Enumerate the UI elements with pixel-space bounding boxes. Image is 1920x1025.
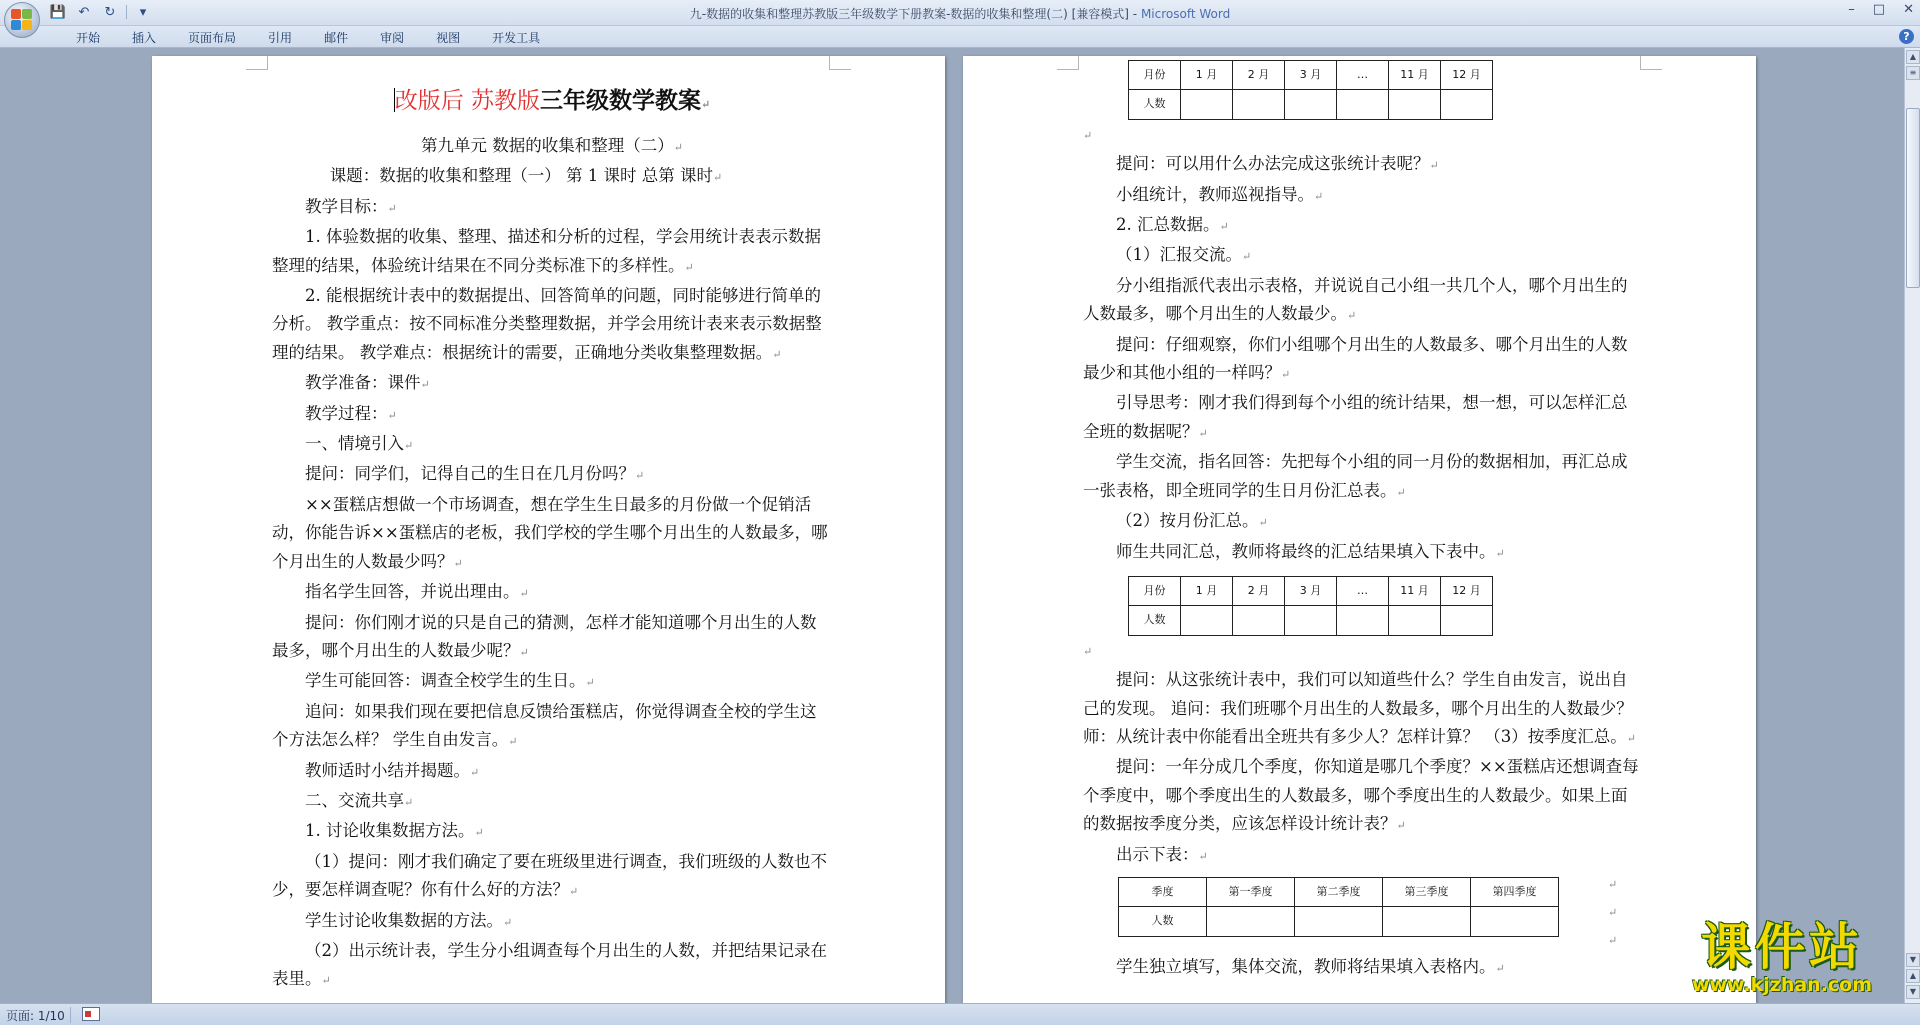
paragraph: 学生可能回答：调查全校学生的生日。↵ bbox=[305, 671, 595, 691]
paragraph: （2）出示统计表，学生分小组调查每个月出生的人数，并把结果记录在表里。↵ bbox=[272, 940, 827, 989]
paragraph: 教学过程：↵ bbox=[305, 403, 397, 423]
paragraph: 2. 能根据统计表中的数据提出、回答简单的问题，同时能够进行简单的分析。 教学重点：按不同标准分类整理数据，并学会用统计表来表示数据整理的结果。 教学难点：根据统计的需要，正确地分类收集整理数据。↵ bbox=[272, 286, 822, 362]
page-1[interactable] bbox=[152, 56, 945, 1003]
table-cell: … bbox=[1337, 61, 1389, 90]
document-heading bbox=[272, 80, 832, 126]
table-cell bbox=[1181, 606, 1233, 635]
table-cell bbox=[1441, 606, 1493, 635]
kjzhan-watermark bbox=[1662, 920, 1902, 998]
table-cell bbox=[1383, 907, 1471, 936]
month-table-bottom-wrap bbox=[1128, 576, 1643, 636]
closing-paragraph: 学生独立填写，集体交流，教师将结果填入表格内。↵ bbox=[1116, 956, 1505, 976]
watermark-url: www.kjzhan.com bbox=[1691, 974, 1873, 996]
redo-icon[interactable]: ↻ bbox=[104, 4, 116, 20]
season-table bbox=[1118, 877, 1559, 937]
paragraph: 二、交流共享↵ bbox=[305, 790, 414, 810]
table-cell bbox=[1295, 907, 1383, 936]
page-2[interactable] bbox=[963, 56, 1756, 1003]
table-cell bbox=[1181, 90, 1233, 119]
paragraph: 提问：一年分成几个季度，你知道是哪几个季度？××蛋糕店还想调查每个季度中，哪个季度出生的人数最多，哪个季度出生的人数最少。如果上面的数据按季度分类，应该怎样设计统计表？↵ bbox=[1083, 757, 1639, 834]
minimize-button[interactable]: – bbox=[1848, 2, 1855, 17]
table-cell: 12 月 bbox=[1441, 576, 1493, 605]
paragraph: （1）汇报交流。↵ bbox=[1116, 245, 1252, 265]
table-cell bbox=[1337, 606, 1389, 635]
table-cell: 2 月 bbox=[1233, 61, 1285, 90]
table-cell: 11 月 bbox=[1389, 576, 1441, 605]
scroll-up-icon[interactable]: ▲ bbox=[1906, 50, 1920, 64]
paragraph: （1）提问：刚才我们确定了要在班级里进行调查，我们班级的人数也不少，要怎样调查呢？你有什么好的方法？↵ bbox=[272, 851, 827, 900]
paragraph: 追问：如果我们现在要把信息反馈给蛋糕店，你觉得调查全校的学生这个方法怎么样？ 学生自由发言。↵ bbox=[272, 701, 817, 750]
table-cell: 月份 bbox=[1129, 576, 1181, 605]
table-cell bbox=[1471, 907, 1559, 936]
left-page-paragraphs bbox=[272, 193, 832, 996]
window-title bbox=[0, 5, 1920, 22]
customize-qat-icon[interactable]: ▾ bbox=[139, 4, 147, 20]
previous-page-icon[interactable]: ▲ bbox=[1906, 969, 1920, 983]
paragraph-mark-line: ↵ bbox=[1083, 128, 1093, 142]
paragraph: 提问：可以用什么办法完成这张统计表呢？↵ bbox=[1116, 154, 1439, 174]
page-count[interactable]: 页面: 1/10 bbox=[6, 1009, 65, 1023]
paragraph: 一、情境引入↵ bbox=[305, 434, 414, 454]
office-logo-icon bbox=[11, 9, 33, 31]
paragraph: 1. 体验数据的收集、整理、描述和分析的过程，学会用统计表表示数据整理的结果，体验统计结果在不同分类标准下的多样性。↵ bbox=[272, 227, 821, 275]
help-icon[interactable]: ? bbox=[1899, 29, 1914, 44]
tab-review[interactable]: 审阅 bbox=[380, 31, 405, 45]
save-icon[interactable]: 💾 bbox=[49, 4, 67, 20]
right-page-paragraphs-b bbox=[1083, 666, 1643, 871]
table-cell: 第四季度 bbox=[1471, 877, 1559, 906]
page-1-content[interactable] bbox=[272, 80, 832, 996]
watermark-title: 课件站 bbox=[1701, 918, 1863, 976]
paragraph: 提问：同学们，记得自己的生日在几月份吗？↵ bbox=[305, 464, 645, 484]
status-separator bbox=[70, 1007, 71, 1023]
paragraph: 提问：你们刚才说的只是自己的猜测，怎样才能知道哪个月出生的人数最多，哪个月出生的人数最少呢？↵ bbox=[272, 612, 817, 660]
table-cell bbox=[1285, 90, 1337, 119]
right-page-paragraphs-a bbox=[1083, 150, 1643, 568]
table-cell: 第二季度 bbox=[1295, 877, 1383, 906]
page-2-content[interactable] bbox=[1083, 60, 1643, 983]
table-end-marks: ↵ ↵ ↵ bbox=[1608, 877, 1618, 947]
paragraph: （2）按月份汇总。↵ bbox=[1116, 511, 1268, 531]
table-cell: 人数 bbox=[1129, 90, 1181, 119]
paragraph: 师生共同汇总，教师将最终的汇总结果填入下表中。↵ bbox=[1116, 541, 1505, 561]
paragraph: 小组统计，教师巡视指导。↵ bbox=[1116, 184, 1324, 204]
table-cell bbox=[1389, 90, 1441, 119]
tab-references[interactable]: 引用 bbox=[268, 31, 293, 45]
tab-home[interactable]: 开始 bbox=[76, 31, 101, 45]
status-bar bbox=[0, 1003, 1920, 1025]
table-cell bbox=[1207, 907, 1295, 936]
paragraph: 出示下表：↵ bbox=[1116, 844, 1208, 864]
month-table-top bbox=[1128, 60, 1493, 120]
table-cell: 2 月 bbox=[1233, 576, 1285, 605]
paragraph: 提问：从这张统计表中，我们可以知道些什么？学生自由发言，说出自己的发现。 追问：我们班哪个月出生的人数最多，哪个月出生的人数最少？ 师：从统计表中你能看出全班共有多少人？怎样计算？ （3）按季度汇总。↵ bbox=[1083, 670, 1636, 746]
paragraph: 学生讨论收集数据的方法。↵ bbox=[305, 910, 513, 930]
table-cell bbox=[1441, 90, 1493, 119]
scroll-thumb[interactable] bbox=[1906, 108, 1920, 288]
table-cell: 人数 bbox=[1119, 907, 1207, 936]
document-area[interactable] bbox=[0, 48, 1904, 1003]
document-title: 九-数据的收集和整理苏教版三年级数学下册教案-数据的收集和整理(二) [兼容模式] - bbox=[689, 7, 1141, 21]
app-name: Microsoft Word bbox=[1140, 7, 1231, 21]
table-cell bbox=[1233, 90, 1285, 119]
tab-insert[interactable]: 插入 bbox=[132, 31, 157, 45]
undo-icon[interactable]: ↶ bbox=[78, 4, 90, 20]
table-cell: 季度 bbox=[1119, 877, 1207, 906]
next-page-icon[interactable]: ▼ bbox=[1906, 985, 1920, 999]
paragraph: 教师适时小结并揭题。↵ bbox=[305, 760, 480, 780]
paragraph: 教学目标：↵ bbox=[305, 196, 397, 216]
lesson-title: 课题：数据的收集和整理（一） 第 1 课时 总第 课时↵ bbox=[329, 166, 723, 186]
vertical-scrollbar[interactable] bbox=[1904, 48, 1920, 1003]
paragraph: 指名学生回答，并说出理由。↵ bbox=[305, 582, 529, 602]
table-cell bbox=[1389, 606, 1441, 635]
proofing-icon[interactable] bbox=[82, 1007, 100, 1021]
unit-title: 第九单元 数据的收集和整理（二）↵ bbox=[421, 136, 683, 155]
table-cell: … bbox=[1337, 576, 1389, 605]
table-cell bbox=[1337, 90, 1389, 119]
table-cell: 12 月 bbox=[1441, 61, 1493, 90]
crop-mark bbox=[829, 56, 851, 70]
paragraph-mark: ↵ bbox=[701, 98, 711, 111]
paragraph: 1. 讨论收集数据方法。↵ bbox=[305, 821, 484, 841]
month-table-bottom bbox=[1128, 576, 1493, 636]
title-bar bbox=[0, 0, 1920, 26]
ribbon-tabs-bar bbox=[0, 26, 1920, 48]
table-cell bbox=[1233, 606, 1285, 635]
maximize-button[interactable]: □ bbox=[1872, 2, 1886, 17]
tab-page-layout[interactable]: 页面布局 bbox=[188, 31, 237, 45]
close-button[interactable]: ✕ bbox=[1903, 2, 1914, 17]
tab-mailings[interactable]: 邮件 bbox=[324, 31, 349, 45]
tab-developer[interactable]: 开发工具 bbox=[492, 31, 541, 45]
office-button[interactable] bbox=[4, 2, 40, 38]
heading-red-part: 改版后 苏教版 bbox=[394, 88, 541, 114]
paragraph: 引导思考：刚才我们得到每个小组的统计结果，想一想，可以怎样汇总全班的数据呢？↵ bbox=[1083, 393, 1628, 441]
season-table-wrap bbox=[1118, 877, 1643, 947]
scroll-ruler-icon[interactable]: ≡ bbox=[1906, 66, 1920, 80]
paragraph: 教学准备：课件↵ bbox=[305, 373, 430, 393]
paragraph: 学生交流，指名回答：先把每个小组的同一月份的数据相加，再汇总成一张表格，即全班同学的生日月份汇总表。↵ bbox=[1083, 452, 1628, 500]
table-cell: 人数 bbox=[1129, 606, 1181, 635]
crop-mark bbox=[246, 56, 268, 70]
table-cell: 月份 bbox=[1129, 61, 1181, 90]
table-cell: 3 月 bbox=[1285, 576, 1337, 605]
paragraph: 2. 汇总数据。↵ bbox=[1116, 215, 1229, 235]
table-cell bbox=[1285, 606, 1337, 635]
heading-black-part: 三年级数学教案 bbox=[540, 87, 702, 114]
table-cell: 第三季度 bbox=[1383, 877, 1471, 906]
table-cell: 1 月 bbox=[1181, 576, 1233, 605]
paragraph: 提问：仔细观察，你们小组哪个月出生的人数最多、哪个月出生的人数最少和其他小组的一样吗？↵ bbox=[1083, 334, 1628, 383]
table-cell: 3 月 bbox=[1285, 61, 1337, 90]
crop-mark bbox=[1640, 56, 1662, 70]
paragraph: 分小组指派代表出示表格，并说说自己小组一共几个人，哪个月出生的人数最多，哪个月出生的人数最少。↵ bbox=[1083, 275, 1628, 324]
scroll-down-icon[interactable]: ▼ bbox=[1906, 953, 1920, 967]
window-controls bbox=[1848, 2, 1914, 17]
crop-mark bbox=[1057, 56, 1079, 70]
month-table-top-wrap bbox=[1128, 60, 1643, 120]
table-cell: 1 月 bbox=[1181, 61, 1233, 90]
table-cell: 11 月 bbox=[1389, 61, 1441, 90]
paragraph-mark-line: ↵ bbox=[1083, 644, 1093, 658]
tab-view[interactable]: 视图 bbox=[436, 31, 461, 45]
paragraph: ××蛋糕店想做一个市场调查，想在学生生日最多的月份做一个促销活动，你能告诉××蛋糕店的老板，我们学校的学生哪个月出生的人数最多，哪个月出生的人数最少吗？↵ bbox=[272, 494, 828, 571]
table-cell: 第一季度 bbox=[1207, 877, 1295, 906]
